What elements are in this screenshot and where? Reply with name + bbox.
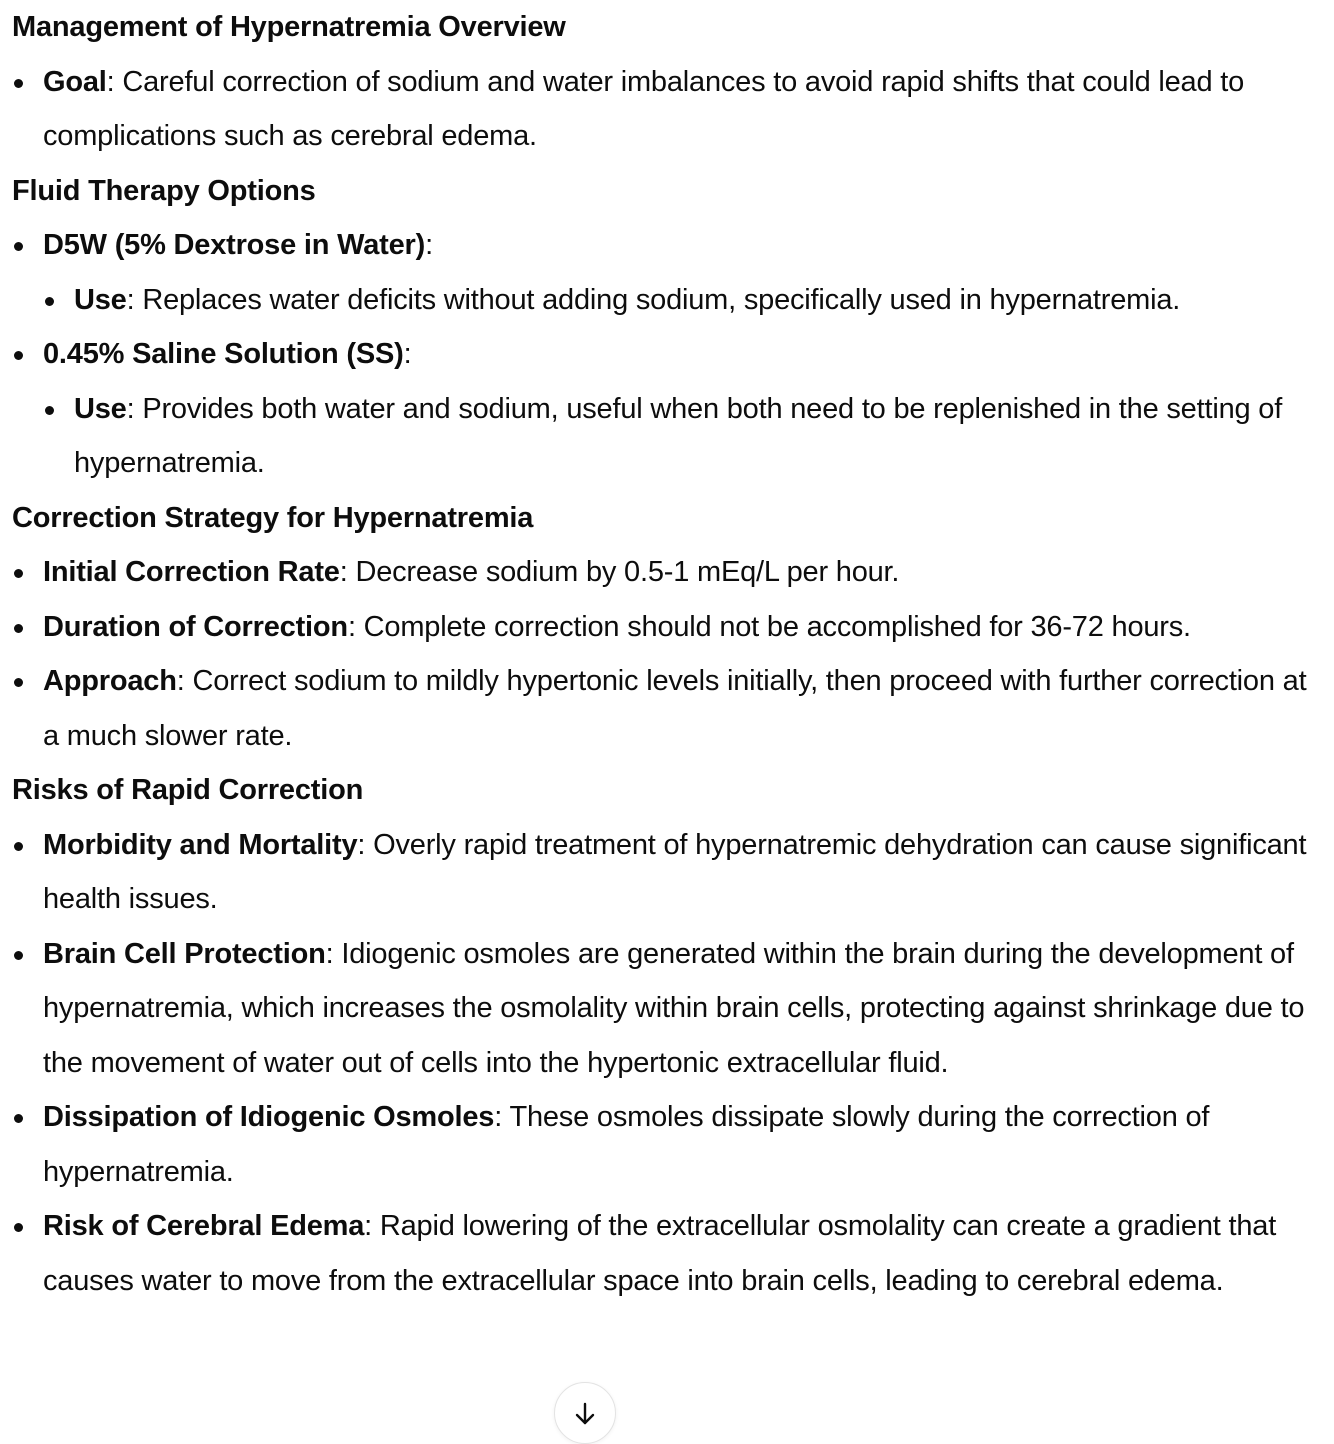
item-label: Dissipation of Idiogenic Osmoles xyxy=(43,1101,495,1133)
list-item-duration xyxy=(12,600,1322,655)
d5w-sublist xyxy=(43,273,1322,328)
list-item-saline xyxy=(12,327,1322,491)
list-item-brain-cell xyxy=(12,927,1322,1091)
item-label: Brain Cell Protection xyxy=(43,937,326,970)
label-separator: : xyxy=(126,392,143,425)
item-label: D5W (5% Dextrose in Water) xyxy=(43,229,426,261)
message-content xyxy=(12,0,1322,1308)
item-text: Overly rapid treatment of hypernatremic dehydration can cause significant health issues. xyxy=(43,828,1307,915)
fluid-therapy-list xyxy=(12,218,1322,491)
item-label: Risk of Cerebral Edema xyxy=(43,1210,365,1242)
item-label: Goal xyxy=(43,65,107,98)
risks-list xyxy=(12,818,1322,1309)
label-separator: : xyxy=(364,1210,380,1242)
section-heading-overview: Management of Hypernatremia Overview xyxy=(12,11,566,43)
list-item-dissipation xyxy=(12,1090,1322,1199)
item-text: Provides both water and sodium, useful when both need to be replenished in the setting of hypernatremia. xyxy=(74,392,1283,479)
list-item-morbidity xyxy=(12,818,1322,927)
item-label: Use xyxy=(74,392,127,425)
label-separator: : xyxy=(325,937,342,970)
item-label: Morbidity and Mortality xyxy=(43,828,358,861)
label-separator: : xyxy=(357,828,374,861)
label-separator: : xyxy=(494,1101,510,1133)
label-separator: : xyxy=(425,229,433,261)
item-text: Correct sodium to mildly hypertonic levels initially, then proceed with further correction at a much slower rate. xyxy=(43,665,1307,752)
list-item-approach xyxy=(12,654,1322,763)
label-separator: : xyxy=(126,283,143,316)
saline-sublist xyxy=(43,382,1322,491)
list-item-goal xyxy=(12,55,1322,164)
item-label: Use xyxy=(74,283,127,316)
label-separator: : xyxy=(403,338,412,370)
label-separator: : xyxy=(339,556,356,588)
item-text: Idiogenic osmoles are generated within the brain during the development of hypernatremia, which increases the osmolality within brain cells, protecting against shrinkage due to the movement of water out of cells into the hypertonic extracellular fluid. xyxy=(43,937,1305,1079)
section-heading-risks: Risks of Rapid Correction xyxy=(12,774,364,806)
list-item-initial-rate xyxy=(12,545,1322,600)
overview-list xyxy=(12,55,1322,164)
item-text: Complete correction should not be accomplished for 36-72 hours. xyxy=(363,610,1191,643)
item-text: Replaces water deficits without adding sodium, specifically used in hypernatremia. xyxy=(142,283,1181,316)
correction-strategy-list xyxy=(12,545,1322,763)
label-separator: : xyxy=(106,65,123,98)
scroll-to-bottom-button[interactable] xyxy=(554,1382,616,1444)
list-item-d5w-use xyxy=(43,273,1322,328)
item-text: These osmoles dissipate slowly during the correction of hypernatremia. xyxy=(43,1101,1210,1188)
arrow-down-icon xyxy=(572,1401,598,1427)
list-item-d5w xyxy=(12,218,1322,327)
item-label: Approach xyxy=(43,665,177,697)
item-label: Initial Correction Rate xyxy=(43,556,340,588)
label-separator: : xyxy=(347,610,364,643)
list-item-cerebral-edema xyxy=(12,1199,1322,1308)
item-label: Duration of Correction xyxy=(43,610,348,643)
list-item-saline-use xyxy=(43,382,1322,491)
item-label: 0.45% Saline Solution (SS) xyxy=(43,338,404,370)
section-heading-fluid-therapy: Fluid Therapy Options xyxy=(12,174,316,207)
item-text: Careful correction of sodium and water imbalances to avoid rapid shifts that could lead to complications such as cerebral edema. xyxy=(43,65,1245,152)
item-text: Rapid lowering of the extracellular osmolality can create a gradient that causes water to move from the extracellular space into brain cells, leading to cerebral edema. xyxy=(43,1210,1277,1297)
label-separator: : xyxy=(176,665,193,697)
section-heading-correction-strategy: Correction Strategy for Hypernatremia xyxy=(12,501,534,534)
item-text: Decrease sodium by 0.5-1 mEq/L per hour. xyxy=(355,556,900,588)
